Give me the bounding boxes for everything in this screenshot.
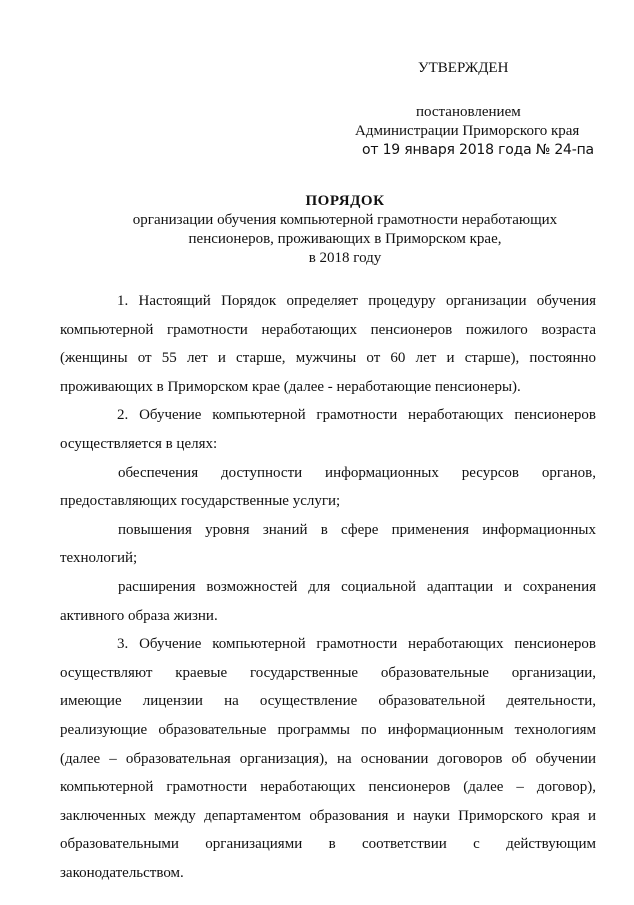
approval-title: УТВЕРЖДЕН [418,60,509,76]
document-heading [60,192,630,268]
body-line: предоставляющих государственные услуги; [60,493,341,510]
body-line: расширения возможностей для социальной адаптации и сохранения [118,578,596,595]
approval-line-administration: Администрации Приморского края [355,123,580,139]
heading-line: пенсионеров, проживающих в Приморском крае, [188,231,502,247]
body-line: компьютерной грамотности неработающих пенсионеров пожилого возраста [60,321,596,338]
body-line: 1. Настоящий Порядок определяет процедуру организации обучения [117,293,596,309]
body-line: 2. Обучение компьютерной грамотности неработающих пенсионеров [117,407,596,424]
body-line: законодательством. [60,864,184,881]
body-line: проживающих в Приморском крае (далее - неработающие пенсионеры). [60,378,521,395]
approval-line-date-number: от 19 января 2018 года № 24-па [362,142,594,158]
body-line: технологий; [60,550,138,567]
body-line: имеющие лицензии на осуществление образовательной деятельности, [60,693,596,710]
document-body [60,287,596,887]
body-line: образовательными организациями в соответствии с действующим [60,836,596,853]
body-line: осуществляется в целях: [60,435,218,452]
body-line: (далее – образовательная организация), на основании договоров об обучении [60,750,596,767]
body-line: 3. Обучение компьютерной грамотности неработающих пенсионеров [117,636,596,653]
body-line: компьютерной грамотности неработающих пенсионеров (далее – договор), [60,779,596,796]
body-line: (женщины от 55 лет и старше, мужчины от 60 лет и старше), постоянно [60,350,596,367]
approval-line-decree: постановлением [416,104,521,120]
document-title: ПОРЯДОК [305,193,385,209]
body-line: реализующие образовательные программы по информационным технологиям [60,721,596,738]
body-line: заключенных между департаментом образования и науки Приморского края и [60,807,596,824]
heading-line: в 2018 году [308,250,382,266]
body-line: осуществляют краевые государственные образовательные организации, [60,664,596,681]
heading-line: организации обучения компьютерной грамотности неработающих [132,212,558,228]
body-line: активного образа жизни. [60,607,218,624]
body-line: повышения уровня знаний в сфере применения информационных [118,521,596,538]
body-line: обеспечения доступности информационных ресурсов органов, [118,464,596,481]
